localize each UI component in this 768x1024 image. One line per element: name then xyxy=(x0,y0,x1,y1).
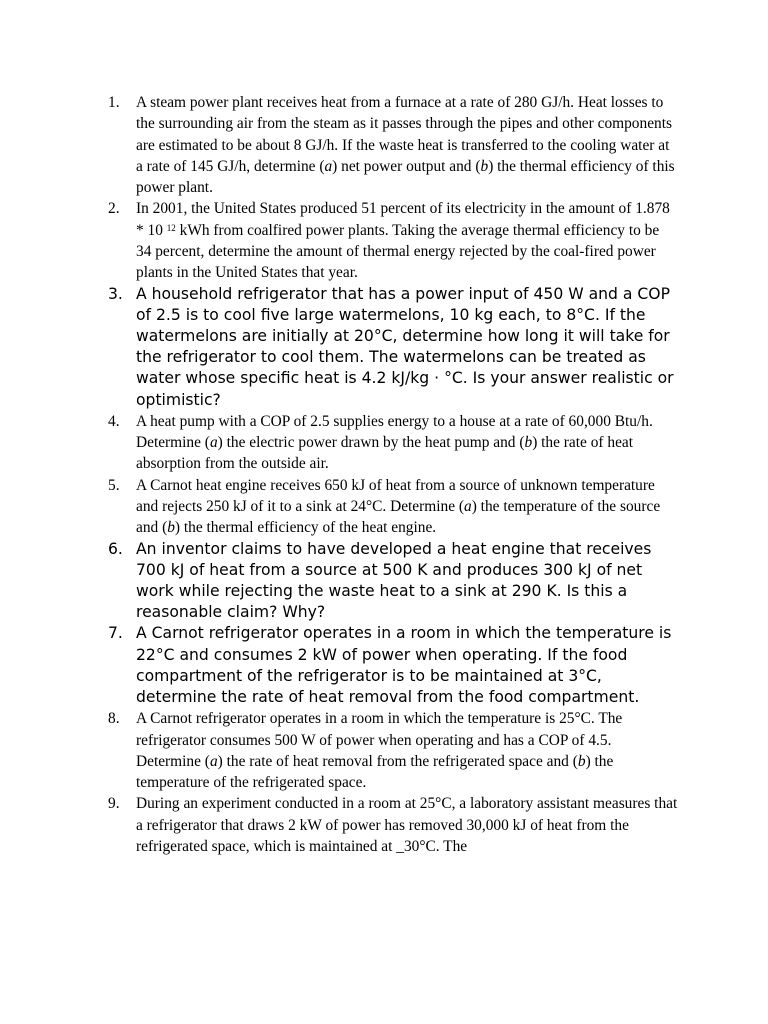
problem-item xyxy=(108,623,678,708)
text-segment: A Carnot heat engine receives 650 kJ of heat from a source of unknown temperature and rejects 250 kJ of it to a sink at 24°C. Determine ( xyxy=(136,476,655,516)
part-letter: b xyxy=(167,519,175,537)
problem-number: 1. xyxy=(108,94,120,111)
text-segment: A steam power plant receives heat from a furnace at a rate of 280 GJ/h. Heat losses to the surrounding air from the steam as it passes through the pipes and other components are estimated to be about 8 GJ/h. If the waste heat is transferred to the cooling water at a rate of 145 GJ/h, determine ( xyxy=(136,94,672,175)
text-segment: A Carnot refrigerator operates in a room in which the temperature is 25°C. The refrigerator consumes 500 W of power when operating and has a COP of 4.5. Determine ( xyxy=(136,710,623,770)
problem-number: 9. xyxy=(108,795,120,813)
text-segment: ) the thermal efficiency of this power plant. xyxy=(136,157,675,197)
text-segment: During an experiment conducted in a room at 25°C, a laboratory assistant measures that a refrigerator that draws 2 kW of power has removed 30,000 kJ of heat from the refrigerated space, which is maintained at _30°C. The xyxy=(136,795,678,856)
problem-item xyxy=(108,284,678,411)
problem-item xyxy=(108,92,678,198)
text-segment: ) the temperature of the refrigerated space. xyxy=(136,752,614,792)
exponent: 12 xyxy=(166,222,176,233)
part-letter: a xyxy=(209,434,218,452)
part-letter: a xyxy=(464,498,472,516)
problem-text xyxy=(136,539,678,624)
problem-item xyxy=(108,411,678,475)
text-segment: ) the temperature of the source and ( xyxy=(136,498,661,537)
part-letter: b xyxy=(480,157,489,175)
part-letter: a xyxy=(209,752,218,770)
text-segment: A household refrigerator that has a power input of 450 W and a COP of 2.5 is to cool five large watermelons, 10 kg each, to 8°C. If the watermelons are initially at 20°C, determine how long it will take for the refrigerator to cool them. The watermelons can be treated as water whose specific heat is 4.2 kJ/kg · °C. Is your answer realistic or optimistic? xyxy=(136,284,674,409)
text-segment: ) the thermal efficiency of the heat engine. xyxy=(174,519,437,537)
problem-text xyxy=(136,198,678,283)
problem-text xyxy=(136,475,678,539)
part-letter: b xyxy=(524,434,533,452)
problem-number: 4. xyxy=(108,412,120,430)
text-segment: kWh from coalfired power plants. Taking the average thermal efficiency to be 34 percent, determine the amount of thermal energy rejected by the coal-fired power plants in the United States that year. xyxy=(136,221,660,282)
part-letter: a xyxy=(324,157,333,175)
part-letter: b xyxy=(577,752,586,770)
problem-item xyxy=(108,539,678,624)
problem-text xyxy=(136,708,678,793)
text-segment: ) net power output and ( xyxy=(332,157,481,175)
text-segment: An inventor claims to have developed a heat engine that receives 700 kJ of heat from a source at 500 K and produces 300 kJ of net work while rejecting the waste heat to a sink at 290 K. Is this a reasonable claim? Why? xyxy=(136,539,652,622)
problem-text xyxy=(136,284,678,411)
problem-number: 8. xyxy=(108,710,120,728)
problem-item xyxy=(108,475,678,539)
problem-text xyxy=(136,411,678,475)
text-segment: In 2001, the United States produced 51 percent of its electricity in the amount of 1.878 * 10 xyxy=(136,200,670,239)
text-segment: A heat pump with a COP of 2.5 supplies energy to a house at a rate of 60,000 Btu/h. Determine ( xyxy=(136,412,653,452)
problem-number: 5. xyxy=(108,476,120,494)
problem-number: 3. xyxy=(108,284,123,303)
problem-text xyxy=(136,92,678,198)
problem-number: 7. xyxy=(108,624,123,643)
problem-number: 6. xyxy=(108,539,123,558)
problem-text xyxy=(136,623,678,708)
problem-list xyxy=(108,92,678,857)
text-segment: ) the electric power drawn by the heat pump and ( xyxy=(217,434,525,452)
text-segment: A Carnot refrigerator operates in a room in which the temperature is 22°C and consumes 2 kW of power when operating. If the food compartment of the refrigerator is to be maintained at 3°C, determine the rate of heat removal from the food compartment. xyxy=(136,624,672,707)
text-segment: ) the rate of heat removal from the refrigerated space and ( xyxy=(217,752,578,770)
problem-item xyxy=(108,708,678,793)
problem-text xyxy=(136,793,678,857)
problem-number: 2. xyxy=(108,200,120,218)
problem-item xyxy=(108,198,678,283)
text-segment: ) the rate of heat absorption from the outside air. xyxy=(136,434,634,473)
problem-item xyxy=(108,793,678,857)
